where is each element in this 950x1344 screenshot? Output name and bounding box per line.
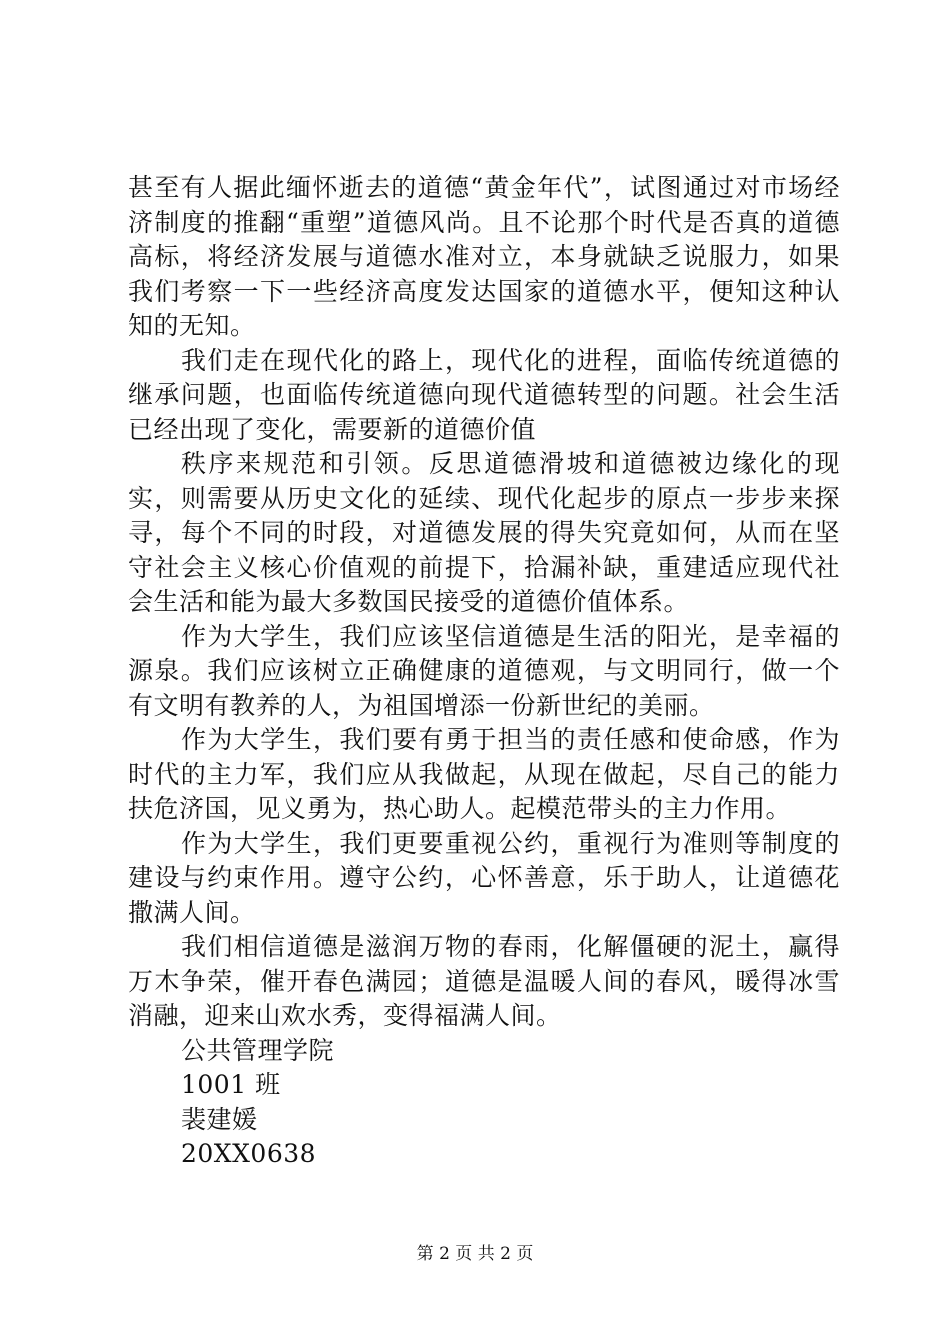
page-footer: 第 2 页 共 2 页 [416, 1244, 534, 1264]
paragraph-7: 我们相信道德是滋润万物的春雨，化解僵硬的泥土，赢得万木争荣，催开春色满园；道德是温暖人间的春风，暖得冰雪消融，迎来山欢水秀，变得福满人间。 [128, 932, 840, 1030]
signature-school: 公共管理学院 [181, 1035, 335, 1065]
paragraph-1: 甚至有人据此缅怀逝去的道德“黄金年代”，试图通过对市场经济制度的推翻“重塑”道德风尚。且不论那个时代是否真的道德高标，将经济发展与道德水准对立，本身就缺乏说服力，如果我们考察一下一些经济高度发达国家的道德水平，便知这种认知的无知。 [128, 173, 840, 340]
paragraph-3: 秩序来规范和引领。反思道德滑坡和道德被边缘化的现实，则需要从历史文化的延续、现代化起步的原点一步步来探寻，每个不同的时段，对道德发展的得失究竟如何，从而在坚守社会主义核心价值观的前提下，拾漏补缺，重建适应现代社会生活和能为最大多数国民接受的道德价值体系。 [128, 449, 840, 616]
document-body [128, 171, 840, 1172]
paragraph-6: 作为大学生，我们更要重视公约，重视行为准则等制度的建设与约束作用。遵守公约，心怀善意，乐于助人，让道德花撒满人间。 [128, 828, 840, 927]
paragraph-4: 作为大学生，我们应该坚信道德是生活的阳光，是幸福的源泉。我们应该树立正确健康的道德观，与文明同行，做一个有文明有教养的人，为祖国增添一份新世纪的美丽。 [128, 621, 840, 720]
signature-student-id: 20XX0638 [181, 1139, 317, 1168]
paragraph-2: 我们走在现代化的路上，现代化的进程，面临传统道德的继承问题，也面临传统道德向现代道德转型的问题。社会生活已经出现了变化，需要新的道德价值 [128, 345, 840, 444]
signature-class: 1001 班 [181, 1070, 281, 1099]
paragraph-5: 作为大学生，我们要有勇于担当的责任感和使命感，作为时代的主力军，我们应从我做起，从现在做起，尽自己的能力扶危济国，见义勇为，热心助人。起模范带头的主力作用。 [128, 725, 840, 823]
signature-name: 裴建媛 [181, 1104, 258, 1134]
